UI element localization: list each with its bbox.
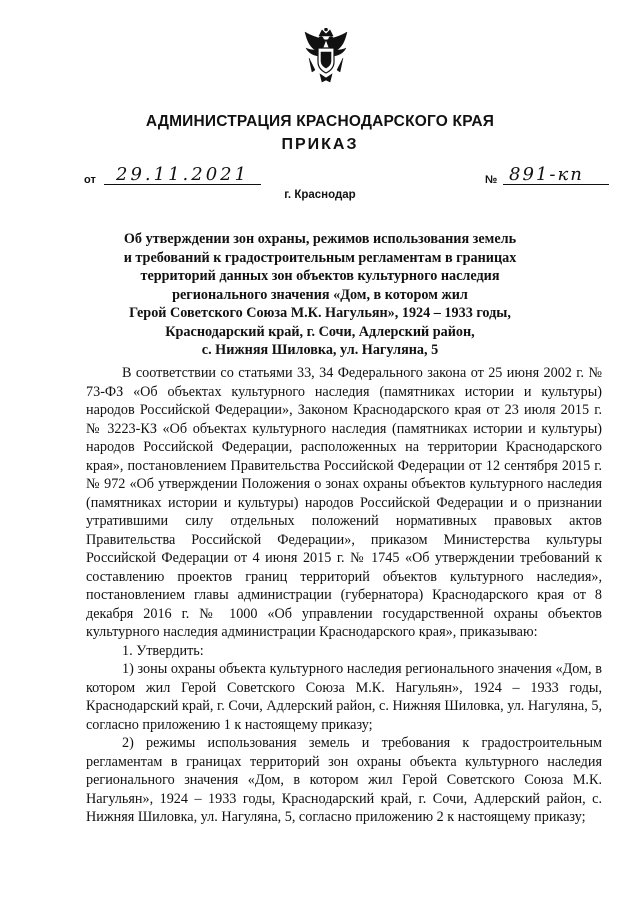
item-1-1-paragraph: 1) зоны охраны объекта культурного наследия регионального значения «Дом, в котором жил Герой Советского Союза М.К. Нагульян», 1924 – 1933 годы, Краснодарский край, г. Сочи, Адлерский район, с. Нижняя Шиловка, ул. Нагуляна, 5, согласно приложению 1 к настоящему приказу; [86, 661, 602, 733]
title-line: и требований к градостроительным регламентам в границах [123, 249, 517, 266]
title-line: Об утверждении зон охраны, режимов использования земель [123, 231, 517, 247]
item-1-paragraph: 1. Утвердить: [122, 642, 204, 659]
document-body [86, 364, 602, 827]
title-line: Герой Советского Союза М.К. Нагульян», 1924 – 1933 годы, [129, 305, 511, 321]
coat-of-arms-icon [303, 28, 349, 84]
title-line: с. Нижняя Шиловка, ул. Нагуляна, 5 [201, 342, 439, 358]
title-line: территорий данных зон объектов культурного наследия [140, 268, 500, 284]
date-value: 29.11.2021 [104, 166, 261, 185]
number-label: № [485, 174, 498, 186]
preamble-paragraph: В соответствии со статьями 33, 34 Федерального закона от 25 июня 2002 г. № 73-ФЗ «Об объектах культурного наследия (памятниках истории и культуры) народов Российской Федерации», Законом Краснодарского края от 23 июля 2015 г. № 3223-КЗ «Об объектах культурного наследия (памятниках истории и культуры) народов Российской Федерации, расположенных на территории Краснодарского края», постановлением Правительства Российской Федерации от 12 сентября 2015 г. № 972 «Об утверждении Положения о зонах охраны объектов культурного наследия (памятниках истории и культуры) народов Российской Федерации и о признании утратившими силу отдельных положений нормативных правовых актов Правительства Российской Федерации», приказом Министерства культуры Российской Федерации от 4 июня 2015 г. № 1745 «Об утверждении требований к составлению проектов границ территорий объектов культурного наследия», постановлением главы администрации (губернатора) Краснодарского края от 8 декабря 2016 г. № 1000 «Об управлении государственной охраны объектов культурного наследия администрации Краснодарского края», приказываю: [86, 365, 602, 640]
title-line: Краснодарский край, г. Сочи, Адлерский район, [165, 323, 475, 340]
title-line: регионального значения «Дом, в котором жил [172, 286, 468, 303]
organization-name: АДМИНИСТРАЦИЯ КРАСНОДАРСКОГО КРАЯ [145, 113, 495, 130]
date-number-row [0, 166, 640, 188]
document-title [100, 230, 540, 360]
item-1-2-paragraph: 2) режимы использования земель и требования к градостроительным регламентам в границах территорий зон охраны объекта культурного наследия регионального значения «Дом, в котором жил Герой Советского Союза М.К. Нагульян», 1924 – 1933 годы, Краснодарский край, г. Сочи, Адлерский район, с. Нижняя Шиловка, ул. Нагуляна, 5, согласно приложению 2 к настоящему приказу; [86, 735, 602, 825]
date-label: от [84, 174, 96, 186]
document-type: ПРИКАЗ [281, 136, 359, 153]
city: г. Краснодар [284, 189, 356, 201]
number-value: 891-кп [503, 166, 609, 185]
